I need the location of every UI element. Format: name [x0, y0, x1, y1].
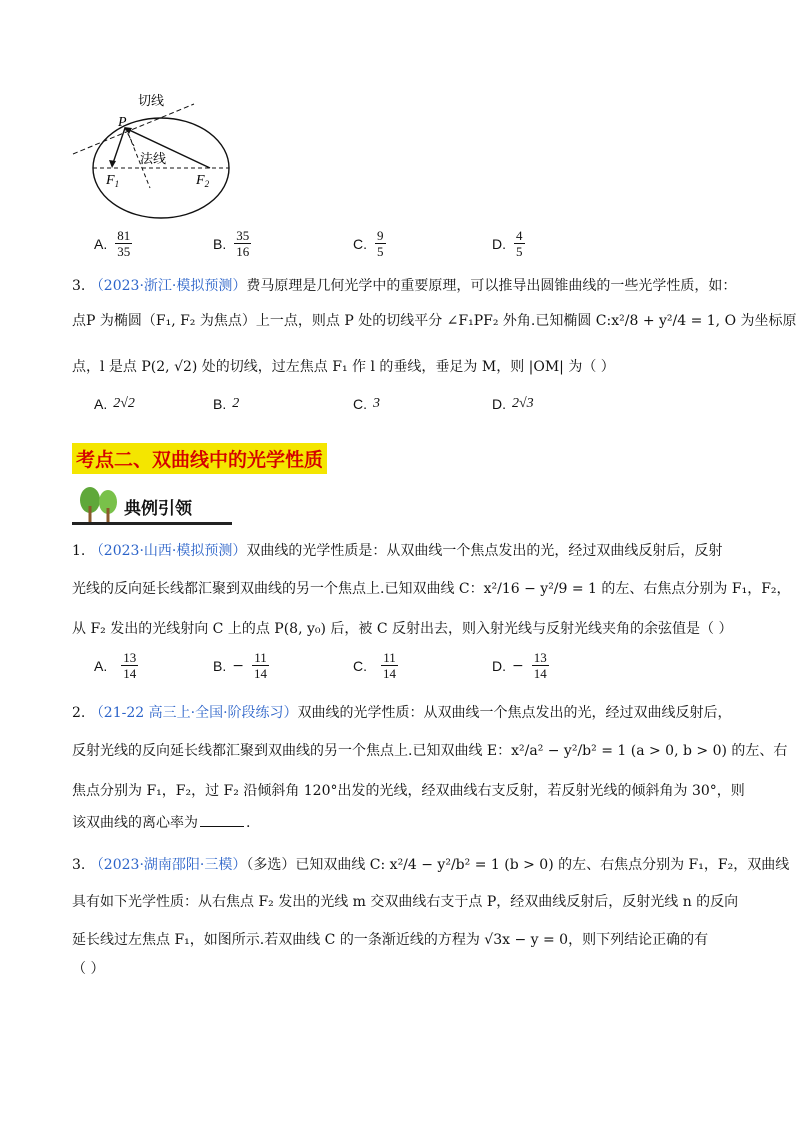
e3-line-1: [72, 854, 790, 876]
e2-text-3: 焦点分别为 F₁，F₂，过 F₂ 沿倾斜角 120°出发的光线，经双曲线右支反射，若反射光线的倾斜角为 30°，则: [72, 783, 745, 799]
q3-line-3: [72, 356, 740, 378]
label-p: P: [118, 115, 127, 130]
e1-option-d[interactable]: D. − $\frac{13}{14}$: [492, 650, 547, 681]
e3-text-1: （多选）已知双曲线 C: x²/4 − y²/b² = 1 (b > 0) 的左、右焦点分别为 F₁，F₂，双曲线: [246, 857, 790, 873]
e1-option-a[interactable]: A. $\frac{13}{14}$: [94, 650, 137, 681]
q3-text-2b: P 为椭圆（F₁, F₂ 为焦点）上一点，则点 P 处的切线平分 ∠F₁PF₂ 外角.已知椭圆 C:: [86, 313, 612, 329]
e2-line-4: 该双曲线的离心率为 .: [72, 815, 251, 831]
e1-option-b[interactable]: B. − $\frac{11}{14}$: [213, 650, 267, 681]
e1-line-3: [72, 618, 740, 640]
ellipse-diagram: [68, 92, 248, 222]
answer-blank[interactable]: [200, 826, 244, 827]
ray-p-f2: [125, 128, 210, 168]
option-fraction: $\frac{9}{5}$: [377, 228, 384, 259]
tree-icon: [80, 487, 117, 522]
q3-source: （2023·浙江·模拟预测）: [89, 278, 247, 294]
banner-underline: [72, 522, 232, 525]
e2-text-1: 双曲线的光学性质：从双曲线一个焦点发出的光，经过双曲线反射后，: [297, 705, 732, 721]
q2-option-b[interactable]: [213, 228, 253, 259]
q3-line-1: [72, 275, 740, 297]
label-tangent: 切线: [138, 94, 165, 109]
e1-line-1: [72, 540, 740, 562]
q3-text-1: 费马原理是几何光学中的重要原理，可以推导出圆锥曲线的一些光学性质，如：: [246, 278, 737, 294]
tangent-line: [73, 104, 194, 154]
option-label: A.: [94, 235, 108, 252]
option-fraction: $\frac{35}{16}$: [236, 228, 250, 259]
e3-source: （2023·湖南邵阳·三模）: [89, 857, 247, 873]
q3-option-c[interactable]: C. 3: [353, 396, 380, 412]
e3-text-4: （ ）: [72, 961, 105, 977]
arrow-head-f1: [109, 160, 116, 168]
e3-line-4: [72, 958, 740, 980]
q2-option-a[interactable]: [94, 228, 134, 259]
q3-option-b[interactable]: B. 2: [213, 396, 240, 412]
section-heading: 考点二、双曲线中的光学性质: [72, 443, 327, 474]
option-fraction: $\frac{81}{35}$: [117, 228, 131, 259]
e3-text-2: 具有如下光学性质：从右焦点 F₂ 发出的光线 m 交双曲线右支于点 P，经双曲线反射后，反射光线 n 的反向: [72, 894, 739, 910]
q3-number: 3.: [72, 278, 86, 294]
e2-line-3: [72, 780, 745, 802]
q3-text-2c: x²/8 + y²/4 = 1, O 为坐标原: [611, 313, 797, 329]
e1-number: 1.: [72, 543, 86, 559]
label-f1: $F_1$: [106, 173, 120, 189]
q2-option-c[interactable]: [353, 228, 388, 259]
label-f2: $F_2$: [196, 173, 210, 189]
e1-option-c[interactable]: C. $\frac{11}{14}$: [353, 650, 396, 681]
q3-text-2a: 点: [72, 313, 86, 329]
q3-line-2: [72, 310, 797, 332]
option-fraction: $\frac{4}{5}$: [516, 228, 523, 259]
option-label: B.: [213, 235, 227, 252]
e3-number: 3.: [72, 857, 86, 873]
e1-line-2: [72, 578, 791, 600]
e2-source: （21-22 高三上·全国·阶段练习）: [89, 705, 298, 721]
q3-text-3: 点，l 是点 P(2, √2) 处的切线，过左焦点 F₁ 作 l 的垂线，垂足为 M，则 |OM| 为（ ）: [72, 359, 615, 375]
e1-text-3: 从 F₂ 发出的光线射向 C 上的点 P(8, y₀) 后，被 C 反射出去，则入射光线与反射光线夹角的余弦值是（ ）: [72, 621, 733, 637]
q2-option-d[interactable]: [492, 228, 527, 259]
e2-line-2: [72, 740, 788, 762]
q3-option-d[interactable]: D. 2√3: [492, 396, 534, 412]
ray-p-f1: [112, 128, 125, 166]
e3-line-2: [72, 891, 740, 913]
e2-line-1: [72, 702, 740, 724]
banner-label: 典例引领: [124, 499, 192, 519]
q3-option-a[interactable]: A. 2√2: [94, 396, 135, 412]
option-label: D.: [492, 235, 506, 252]
e2-text-4: 该双曲线的离心率为: [72, 815, 198, 831]
e1-text-2: 光线的反向延长线都汇聚到双曲线的另一个焦点上.已知双曲线 C：x²/16 − y²/9 = 1 的左、右焦点分别为 F₁，F₂，: [72, 581, 791, 597]
e3-text-3: 延长线过左焦点 F₁，如图所示.若双曲线 C 的一条渐近线的方程为 √3x − y = 0，则下列结论正确的有: [72, 932, 709, 948]
e1-source: （2023·山西·模拟预测）: [89, 543, 247, 559]
e2-number: 2.: [72, 705, 86, 721]
e2-text-2: 反射光线的反向延长线都汇聚到双曲线的另一个焦点上.已知双曲线 E：x²/a² − y²/b² = 1 (a > 0, b > 0) 的左、右: [72, 743, 788, 759]
e3-line-3: [72, 929, 740, 951]
option-label: C.: [353, 235, 367, 252]
e1-text-1: 双曲线的光学性质是：从双曲线一个焦点发出的光，经过双曲线反射后，反射: [246, 543, 723, 559]
label-normal: 法线: [140, 152, 167, 167]
